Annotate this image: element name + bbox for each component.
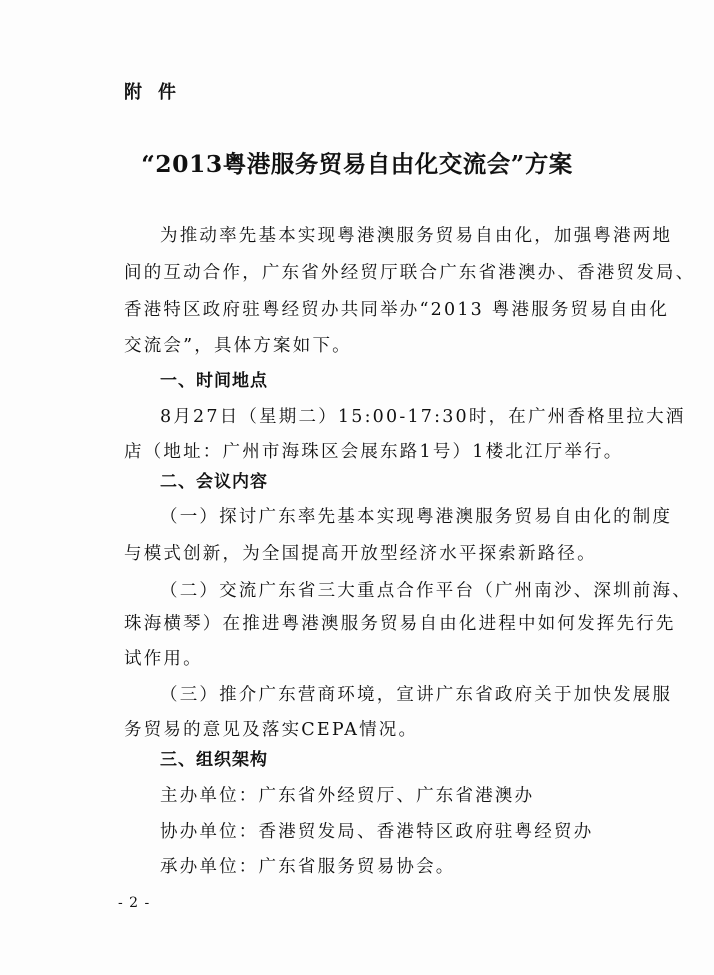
annex-label: 附件: [124, 82, 192, 103]
organizer-line: 主办单位：广东省外经贸厅、广东省港澳办: [160, 786, 535, 806]
intro-line-4: 交流会”，具体方案如下。: [124, 336, 352, 356]
section-heading-organization: 三、组织架构: [160, 750, 268, 770]
section1-line-2: 店（地址：广州市海珠区会展东路1号）1楼北江厅举行。: [124, 442, 624, 462]
section2-line-2: 与模式创新，为全国提高开放型经济水平探索新路径。: [124, 544, 597, 564]
intro-line-3: 香港特区政府驻粤经贸办共同举办“2013 粤港服务贸易自由化: [124, 300, 670, 320]
page-number: - 2 -: [118, 895, 151, 911]
section2-line-6: （三）推介广东营商环境，宣讲广东省政府关于加快发展服: [160, 685, 673, 705]
document-title: “2013粤港服务贸易自由化交流会”方案: [141, 150, 573, 178]
section2-line-1: （一）探讨广东率先基本实现粤港澳服务贸易自由化的制度: [160, 507, 673, 527]
section2-line-5: 试作用。: [124, 649, 203, 669]
section2-line-7: 务贸易的意见及落实CEPA情况。: [124, 720, 419, 740]
section1-line-1: 8月27日（星期二）15:00-17:30时，在广州香格里拉大酒: [160, 407, 686, 427]
section2-line-3: （二）交流广东省三大重点合作平台（广州南沙、深圳前海、: [160, 581, 692, 601]
undertaker-line: 承办单位：广东省服务贸易协会。: [160, 857, 456, 877]
section-heading-time-place: 一、时间地点: [160, 371, 268, 391]
section2-line-4: 珠海横琴）在推进粤港澳服务贸易自由化进程中如何发挥先行先: [124, 614, 676, 634]
section-heading-content: 二、会议内容: [160, 472, 268, 492]
intro-line-1: 为推动率先基本实现粤港澳服务贸易自由化，加强粤港两地: [160, 226, 673, 246]
intro-line-2: 间的互动合作，广东省外经贸厅联合广东省港澳办、香港贸发局、: [124, 263, 696, 283]
co-organizer-line: 协办单位：香港贸发局、香港特区政府驻粤经贸办: [160, 822, 594, 842]
